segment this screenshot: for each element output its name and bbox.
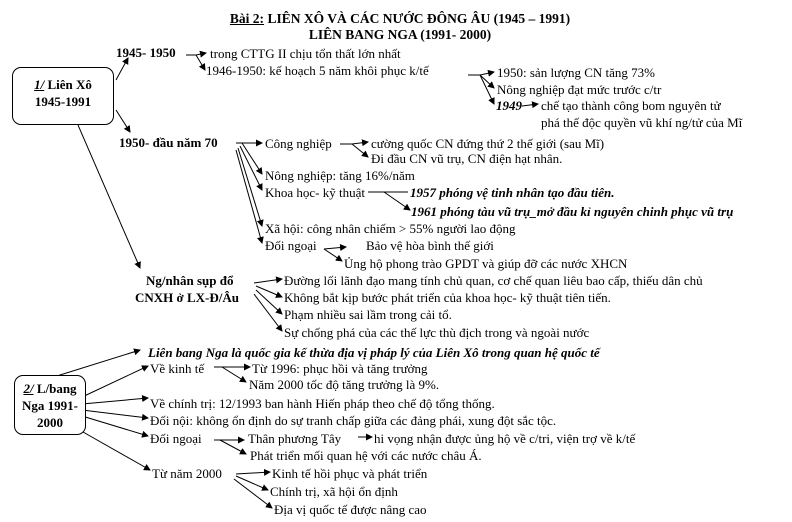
box-lien-bang-nga <box>14 375 86 435</box>
economy-item-1: Từ 1996: phục hồi và tăng trưởng <box>252 361 428 376</box>
industry-item-1: cường quốc CN đứng thứ 2 thế giới (sau Mĩ) <box>371 136 605 151</box>
box-lien-xo <box>12 67 114 125</box>
part2-years-2: 2000 <box>37 415 63 430</box>
foreign2-item-asia: Phát triển mối quan hệ với các nước châu Á. <box>250 448 482 463</box>
part1-years: 1945-1991 <box>34 94 92 109</box>
lesson-title: LIÊN XÔ VÀ CÁC NƯỚC ĐÔNG ÂU (1945 – 1991) <box>267 11 571 26</box>
bomb-year: 1949 <box>496 98 522 113</box>
foreign-item-1: Bảo vệ hòa bình thế giới <box>366 238 494 253</box>
since-2000-item-1: Kinh tế hồi phục và phát triển <box>272 466 428 481</box>
part2-name: L/bang <box>36 381 77 396</box>
domestic-text: Đối nội: không ổn định do sự tranh chấp giữa các đảng phái, xung đột sắc tộc. <box>150 413 557 428</box>
foreign-label: Đối ngoại <box>265 238 317 253</box>
russia-heading: Liên bang Nga là quốc gia kế thừa địa vị pháp lý của Liên Xô trong quan hệ quốc tế <box>148 345 600 360</box>
war-loss-text: trong CTTG II chịu tổn thất lớn nhất <box>210 46 401 61</box>
foreign-item-2: Ủng hộ phong trào GPDT và giúp đỡ các nước XHCN <box>344 256 628 271</box>
foreign2-label: Đối ngoại <box>150 431 202 446</box>
economy-label: Về kinh tế <box>150 361 205 376</box>
society-text: Xã hội: công nhân chiếm > 55% người lao động <box>265 221 516 236</box>
since-2000-item-3: Địa vị quốc tế được nâng cao <box>274 502 427 517</box>
foreign2-item-hope: hi vọng nhận được ủng hộ về c/tri, viện trợ về k/tế <box>374 431 636 446</box>
foreign2-item-west: Thân phương Tây <box>248 431 342 446</box>
part2-years-1: Nga 1991- <box>22 398 78 413</box>
since-2000-label: Từ năm 2000 <box>152 466 222 481</box>
period-1945-1950: 1945- 1950 <box>116 45 176 60</box>
title-line-1 <box>150 11 650 26</box>
result-agriculture: Nông nghiệp đạt mức trước c/tr <box>497 82 662 97</box>
collapse-cause-3: Phạm nhiều sai lầm trong cải tổ. <box>284 307 452 322</box>
collapse-label-2: CNXH ở LX-Đ/Âu <box>135 290 239 305</box>
part1-name: Liên Xô <box>47 77 92 92</box>
industry-item-2: Đi đầu CN vũ trụ, CN điện hạt nhân. <box>371 151 563 166</box>
since-2000-item-2: Chính trị, xã hội ổn định <box>270 484 398 499</box>
period-1950-1970: 1950- đầu năm 70 <box>119 135 218 150</box>
part2-number: 2/ <box>23 381 34 396</box>
politics-text: Về chính trị: 12/1993 ban hành Hiến pháp theo chế độ tổng thống. <box>150 396 495 411</box>
science-item-1961: 1961 phóng tàu vũ trụ_mở đầu kỉ nguyên chinh phục vũ trụ <box>411 204 734 219</box>
bomb-text: chế tạo thành công bom nguyên tử <box>541 98 721 113</box>
industry-label: Công nghiệp <box>265 136 332 151</box>
economy-item-2: Năm 2000 tốc độ tăng trưởng là 9%. <box>249 377 440 392</box>
five-year-plan-text: 1946-1950: kế hoạch 5 năm khôi phục k/tế <box>206 63 429 78</box>
title-line-2: LIÊN BANG NGA (1991- 2000) <box>308 27 492 42</box>
collapse-label-1: Ng/nhân sụp đổ <box>146 273 234 288</box>
part1-number: 1/ <box>34 77 45 92</box>
science-label: Khoa học- kỹ thuật <box>265 185 366 200</box>
agriculture-text: Nông nghiệp: tăng 16%/năm <box>265 168 415 183</box>
collapse-cause-2: Không bắt kịp bước phát triển của khoa học- kỹ thuật tiên tiến. <box>284 290 611 305</box>
science-item-1957: 1957 phóng vệ tinh nhân tạo đầu tiên. <box>410 185 615 200</box>
bomb-text-2: phá thế độc quyền vũ khí ng/tử của Mĩ <box>541 115 743 130</box>
collapse-cause-1: Đường lối lãnh đạo mang tính chủ quan, cơ chế quan liêu bao cấp, thiếu dân chủ <box>284 273 703 288</box>
result-industry: 1950: sản lượng CN tăng 73% <box>497 65 655 80</box>
lesson-label: Bài 2: <box>229 11 265 26</box>
collapse-cause-4: Sự chống phá của các thế lực thù địch trong và ngoài nước <box>284 325 590 340</box>
